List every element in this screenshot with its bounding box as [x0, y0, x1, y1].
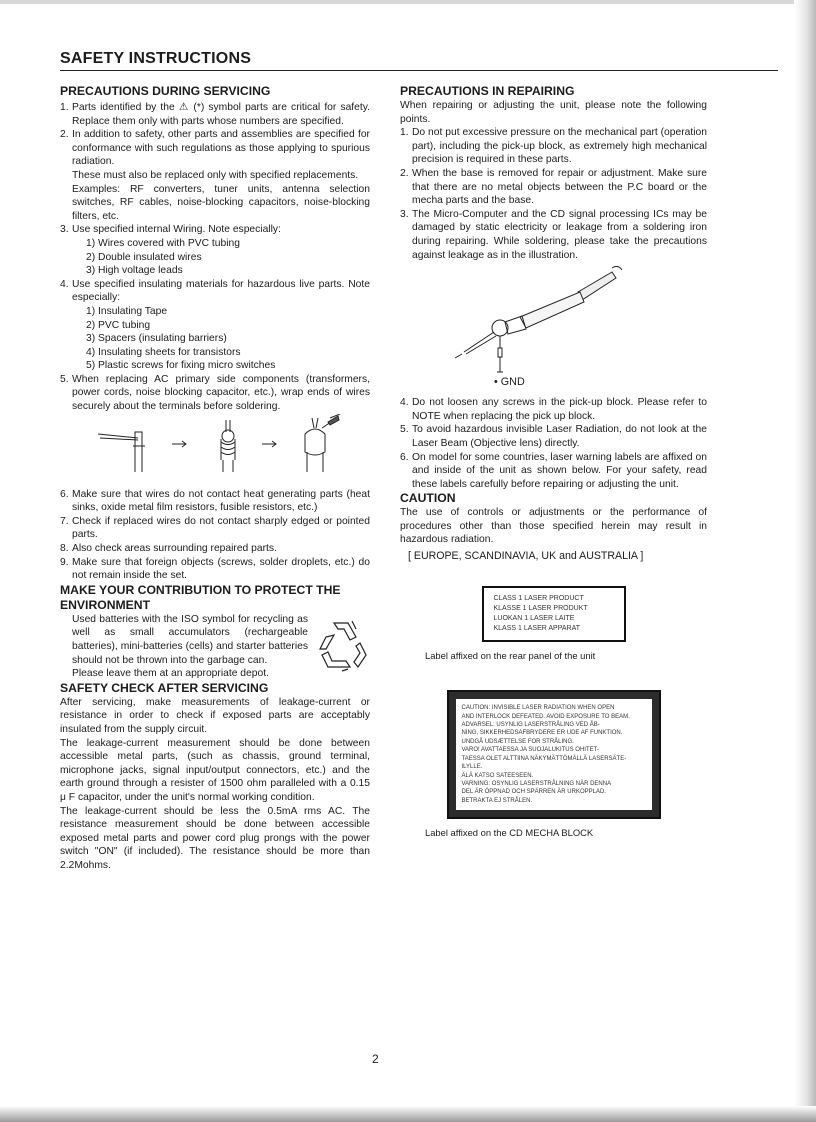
label2-line: ADVARSEL: USYNLIG LASERSTRÅLING VED ÅB-: [461, 722, 600, 729]
scan-edge-bottom: [0, 1106, 816, 1122]
mecha-warning-label: [447, 690, 661, 819]
repairing-item-5: 5. To avoid hazardous invisible Laser Radiation, do not look at the Laser Beam (Objective lens) directly.: [400, 424, 707, 449]
safety-check-heading: SAFETY CHECK AFTER SERVICING: [60, 680, 269, 695]
label2-line: NING, SIKKERHEDSAFBRYDERE ER UDE AF FUNKTION.: [461, 730, 623, 737]
caution-heading: CAUTION: [400, 491, 456, 506]
servicing-item-2-p2: These must also be replaced only with specified replacements.: [72, 169, 359, 181]
servicing-item-2-p3: Examples: RF converters, tuner units, antenna selection switches, RF cables, noise-blocking capacitors, noise-blocking filters, etc.: [72, 183, 370, 222]
servicing-item-1: 1. Parts identified by the ⚠ (*) symbol parts are critical for safety. Replace them only with parts whose numbers are specified.: [60, 102, 370, 127]
label2-line: VARNING: OSYNLIG LASERSTRÅLNING NÄR DENNA: [461, 780, 612, 787]
page-title: SAFETY INSTRUCTIONS: [60, 50, 778, 71]
servicing-item-4-sub: 3) Spacers (insulating barriers): [86, 333, 227, 345]
environment-text-2: Please leave them at an appropriate depot.: [72, 668, 269, 680]
servicing-item-8-text: Also check areas surrounding repaired parts.: [72, 543, 277, 555]
servicing-item-6: 6. Make sure that wires do not contact heat generating parts (heat sinks, oxide metal film resistors, fusible resistors, etc.): [60, 488, 370, 514]
label2-line: TAESSA OLET ALTTIINA NÄKYMÄTTÖMÄLLÄ LASERSÄTE-: [461, 755, 627, 762]
servicing-item-4-sub: 1) Insulating Tape: [86, 305, 168, 317]
repairing-item-2: 2. When the base is removed for repair or adjustment. Make sure that there are no metal objects between the P.C board or the mecha parts and the base.: [400, 167, 707, 207]
servicing-item-5-text: When replacing AC primary side components (transformers, power cords, noise blocking capacitor, etc.), wrap ends of wires securely about the terminals before soldering.: [72, 373, 370, 413]
caution-text: The use of controls or adjustments or the performance of procedures other than those specified herein may result in hazardous radiation.: [400, 507, 707, 546]
gnd-label: • GND: [494, 376, 525, 389]
repairing-item-6-text: On model for some countries, laser warning labels are affixed on and inside of the unit as shown below. For your safety, read these labels carefully before repairing or adjusting the unit.: [412, 451, 707, 490]
servicing-item-4: 4. Use specified insulating materials for hazardous live parts. Note especially: 1) Insulating Tape 2) PVC tubing 3) Spacers (insulating barriers) 4) Insulating sheets for transistors 5) Plastic screws for fixing micro switches: [60, 278, 370, 372]
right-column: [400, 84, 707, 840]
environment-block: [60, 613, 370, 681]
repairing-item-3-text: The Micro-Computer and the CD signal processing ICs may be damaged by static electricity or leakage from a soldering iron during repairing. While soldering, please take the precautions against leakage as in the illustration.: [412, 208, 707, 261]
laser-class-label: [482, 586, 626, 642]
repairing-item-4: 4. Do not loosen any screws in the pick-up block. Please refer to NOTE when replacing the pick up block.: [400, 397, 707, 422]
caution-regions: [ EUROPE, SCANDINAVIA, UK and AUSTRALIA ]: [408, 550, 644, 563]
soldering-iron-illustration: [400, 262, 707, 392]
label1-line: KLASS 1 LASER APPARAT: [493, 624, 581, 632]
servicing-item-9-text: Make sure that foreign objects (screws, solder droplets, etc.) do not remain inside the set.: [72, 556, 370, 582]
wire-wrapping-illustration: [90, 414, 340, 484]
safety-check-p3: The leakage-current should be less the 0.5mA rms AC. The resistance measurement should be done between accessible exposed metal parts and power cord plug prongs with the power switch "ON" (if included). The resistance should be more than 2.2Mohms.: [60, 805, 370, 871]
label2-caption: Label affixed on the CD MECHA BLOCK: [425, 827, 594, 839]
label2-line: DEL ÄR ÖPPNAD OCH SPÄRREN ÄR URKOPPLAD.: [461, 789, 606, 796]
servicing-item-2: 2. In addition to safety, other parts and assemblies are specified for conformance with such regulations as those applying to spurious radiation. These must also be replaced only with specified replacements. Examples: RF converters, tuner units, antenna selection switches, RF cables, noise-blocking capacitors, noise-blocking filters, etc.: [60, 129, 370, 222]
servicing-item-3-sub: 2) Double insulated wires: [86, 251, 202, 263]
servicing-item-4-sub: 2) PVC tubing: [86, 319, 151, 331]
repairing-intro: When repairing or adjusting the unit, please note the following points.: [400, 100, 707, 125]
scan-edge-top: [0, 0, 816, 4]
servicing-item-8: 8. Also check areas surrounding repaired parts.: [60, 543, 277, 555]
label1-line: LUOKAN 1 LASER LAITE: [493, 614, 575, 622]
repairing-heading: PRECAUTIONS IN REPAIRING: [400, 84, 575, 98]
servicing-item-9: 9. Make sure that foreign objects (screws, solder droplets, etc.) do not remain inside the set.: [60, 556, 370, 582]
label1-line: CLASS 1 LASER PRODUCT: [493, 594, 584, 602]
label1-line: KLASSE 1 LASER PRODUKT: [493, 604, 588, 612]
servicing-item-3-sub: 3) High voltage leads: [86, 265, 183, 277]
page-number: 2: [372, 1052, 379, 1066]
servicing-item-6-text: Make sure that wires do not contact heat generating parts (heat sinks, oxide metal film resistors, fusible resistors, etc.): [72, 488, 370, 514]
environment-heading: MAKE YOUR CONTRIBUTION TO PROTECT THE ENVIRONMENT: [60, 582, 341, 612]
repairing-item-1: 1. Do not put excessive pressure on the mechanical part (operation part), including the pick-up block, as extremely high mechanical precision is required in these parts.: [400, 127, 707, 166]
servicing-item-2-text: In addition to safety, other parts and assemblies are specified for conformance with such regulations as those applying to spurious radiation.: [72, 129, 370, 168]
repairing-item-2-text: When the base is removed for repair or adjustment. Make sure that there are no metal objects between the P.C board or the mecha parts and the base.: [412, 167, 707, 207]
soldering-iron-icon: [400, 262, 707, 392]
label2-line: ÄLÄ KATSO SATEESEEN.: [461, 772, 534, 779]
servicing-item-3-sub: 1) Wires covered with PVC tubing: [86, 237, 240, 249]
label2-line: VARO! AVATTAESSA JA SUOJALUKITUS OHITET-: [461, 747, 599, 754]
label2-line: AND INTERLOCK DEFEATED. AVOID EXPOSURE TO BEAM.: [461, 713, 630, 720]
label1-caption: Label affixed on the rear panel of the unit: [425, 649, 596, 661]
servicing-item-7: 7. Check if replaced wires do not contact sharply edged or pointed parts.: [60, 515, 370, 541]
label2-line: BETRAKTA EJ STRÅLEN.: [461, 797, 533, 804]
repairing-item-4-text: Do not loosen any screws in the pick-up block. Please refer to NOTE when replacing the pick up block.: [412, 397, 707, 422]
servicing-item-3: 3. Use specified internal Wiring. Note especially: 1) Wires covered with PVC tubing 2) Double insulated wires 3) High voltage leads: [60, 223, 370, 277]
servicing-item-4-sub: 5) Plastic screws for fixing micro switches: [86, 360, 276, 372]
repairing-item-6: 6. On model for some countries, laser warning labels are affixed on and inside of the unit as shown below. For your safety, read these labels carefully before repairing or adjusting the unit.: [400, 451, 707, 490]
servicing-item-7-text: Check if replaced wires do not contact sharply edged or pointed parts.: [72, 515, 370, 541]
servicing-item-4-text: Use specified insulating materials for hazardous live parts. Note especially:: [72, 278, 370, 304]
environment-text: Used batteries with the ISO symbol for recycling as well as small accumulators (rechargeable batteries), mini-batteries (cells) and starter batteries should not be thrown into the garbage can.: [72, 613, 308, 666]
recycle-icon: [312, 615, 370, 673]
servicing-item-5: 5. When replacing AC primary side components (transformers, power cords, noise blocking capacitor, etc.), wrap ends of wires securely about the terminals before soldering.: [60, 373, 370, 413]
servicing-item-1-text: Parts identified by the ⚠ (*) symbol parts are critical for safety. Replace them only with parts whose numbers are specified.: [72, 102, 370, 127]
label2-line: CAUTION: INVISIBLE LASER RADIATION WHEN OPEN: [461, 705, 615, 712]
servicing-item-3-text: Use specified internal Wiring. Note especially:: [72, 224, 281, 236]
servicing-item-4-sub: 4) Insulating sheets for transistors: [86, 346, 241, 358]
repairing-item-5-text: To avoid hazardous invisible Laser Radiation, do not look at the Laser Beam (Objective lens) directly.: [412, 424, 707, 449]
repairing-item-1-text: Do not put excessive pressure on the mechanical part (operation part), including the pick-up block, as extremely high mechanical precision is required in these parts.: [412, 127, 707, 166]
scan-edge-right: [794, 0, 816, 1122]
safety-check-p2: The leakage-current measurement should be done between accessible metal parts, (such as chassis, ground terminal, microphone jacks, signal input/output connectors, etc.) and the earth ground through a resister of 1500 ohm paralleled with a 0.15 μ F capacitor, under the unit's normal working condition.: [60, 737, 370, 803]
label2-line: ILYLLE.: [461, 764, 483, 771]
safety-check-p1: After servicing, make measurements of leakage-current or resistance in order to check if exposed parts are acceptably insulated from the supply circuit.: [60, 696, 370, 735]
servicing-heading: PRECAUTIONS DURING SERVICING: [60, 84, 271, 98]
label2-line: UNDGÅ UDSÆTTELSE FOR STRÅLING.: [461, 738, 574, 745]
left-column: [60, 84, 370, 873]
repairing-item-3: 3. The Micro-Computer and the CD signal processing ICs may be damaged by static electricity or leakage from a soldering iron during repairing. While soldering, please take the precautions against leakage as in the illustration.: [400, 208, 707, 261]
